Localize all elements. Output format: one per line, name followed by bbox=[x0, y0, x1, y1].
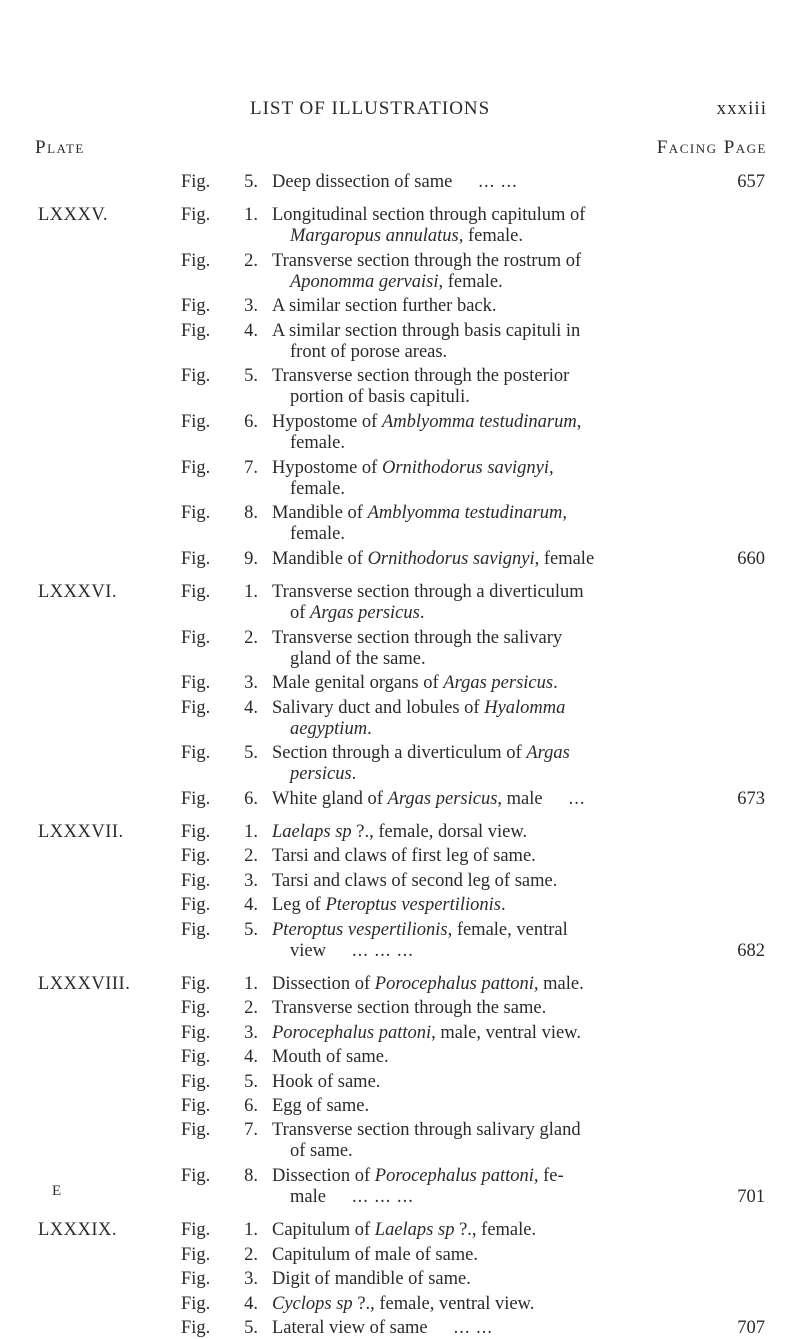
facing-page-number: 673 bbox=[737, 788, 765, 809]
figure-caption bbox=[272, 412, 667, 454]
fig-number: 1. bbox=[244, 974, 258, 994]
caption-line bbox=[272, 205, 667, 226]
fig-number: 2. bbox=[244, 1244, 258, 1265]
caption-line bbox=[272, 524, 667, 545]
caption-line bbox=[272, 1294, 667, 1315]
fig-number: 2. bbox=[244, 998, 258, 1019]
facing-page-number: 682 bbox=[737, 940, 765, 961]
figure-caption bbox=[272, 458, 667, 500]
figure-caption bbox=[272, 321, 667, 363]
caption-text: ?., female, dorsal view. bbox=[351, 822, 528, 842]
fig-number: 3. bbox=[244, 870, 258, 891]
fig-number: 3. bbox=[244, 673, 258, 694]
species-name: Aponomma gervaisi bbox=[290, 271, 439, 292]
caption-text: Section through a diverticulum of bbox=[272, 743, 527, 764]
figure-caption bbox=[272, 789, 667, 810]
fig-number: 1. bbox=[244, 1220, 258, 1241]
facing-page-number: 657 bbox=[737, 172, 765, 192]
caption-line bbox=[272, 387, 667, 408]
caption-line bbox=[272, 503, 667, 524]
fig-number: 4. bbox=[244, 1047, 258, 1068]
species-name: Argas persicus bbox=[443, 673, 554, 694]
figure-caption bbox=[272, 1294, 667, 1315]
fig-number: 3. bbox=[244, 1269, 258, 1290]
figure-caption bbox=[272, 1023, 667, 1044]
plate-number: LXXXIX. bbox=[38, 1220, 118, 1241]
fig-label: Fig. bbox=[181, 412, 211, 432]
facing-page-number: 707 bbox=[737, 1318, 765, 1338]
caption-text: Lateral view of same bbox=[272, 1318, 428, 1338]
caption-text: Transverse section through the posterior bbox=[272, 366, 570, 387]
caption-text: gland of the same. bbox=[290, 648, 426, 669]
figure-caption bbox=[272, 998, 667, 1019]
figure-caption bbox=[272, 920, 667, 962]
species-name: Ornithodorus savignyi bbox=[367, 548, 535, 569]
figure-caption bbox=[272, 673, 667, 694]
caption-text: female. bbox=[290, 478, 345, 499]
figure-caption bbox=[272, 1318, 667, 1339]
fig-number: 1. bbox=[244, 582, 258, 602]
fig-number: 7. bbox=[244, 457, 258, 478]
figure-caption bbox=[272, 846, 667, 867]
caption-text: , female. bbox=[458, 226, 523, 247]
fig-number: 7. bbox=[244, 1120, 258, 1141]
fig-label: Fig. bbox=[181, 205, 211, 226]
fig-label: Fig. bbox=[181, 250, 211, 271]
caption-text: Hypostome of bbox=[272, 412, 382, 432]
caption-line bbox=[272, 479, 667, 500]
fig-label: Fig. bbox=[181, 172, 211, 192]
caption-line bbox=[272, 1269, 667, 1290]
caption-text: of bbox=[290, 603, 311, 623]
figure-caption bbox=[272, 1072, 667, 1093]
species-name: persicus bbox=[290, 764, 352, 785]
figure-caption bbox=[272, 251, 667, 293]
caption-text: view bbox=[290, 940, 326, 961]
fig-label: Fig. bbox=[181, 1166, 211, 1186]
caption-text: . bbox=[553, 673, 558, 694]
species-name: Ornithodorus savignyi bbox=[381, 457, 549, 478]
fig-label: Fig. bbox=[181, 895, 211, 916]
caption-line bbox=[272, 172, 667, 193]
fig-number: 2. bbox=[244, 627, 258, 648]
caption-text: female. bbox=[290, 433, 345, 453]
species-name: Porocephalus pattoni bbox=[374, 1166, 534, 1186]
caption-line bbox=[272, 272, 667, 293]
figure-caption bbox=[272, 628, 667, 670]
caption-line bbox=[272, 549, 667, 570]
fig-number: 3. bbox=[244, 1022, 258, 1043]
fig-label: Fig. bbox=[181, 846, 211, 867]
fig-label: Fig. bbox=[181, 320, 211, 341]
species-name: aegyptium bbox=[290, 718, 368, 739]
fig-number: 2. bbox=[244, 846, 258, 867]
plate-number: LXXXVI. bbox=[38, 582, 118, 602]
caption-line bbox=[272, 673, 667, 694]
figure-caption bbox=[272, 582, 667, 624]
facing-page-number: 701 bbox=[737, 1187, 765, 1208]
plate-number: LXXXVIII. bbox=[38, 974, 131, 994]
fig-number: 4. bbox=[244, 320, 258, 341]
caption-line bbox=[272, 1096, 667, 1117]
figure-caption bbox=[272, 1220, 667, 1241]
figure-caption bbox=[272, 743, 667, 785]
caption-text: ?., female, ventral view. bbox=[352, 1293, 535, 1314]
species-name: Argas persicus bbox=[387, 788, 498, 809]
caption-line bbox=[272, 789, 667, 810]
species-name: Porocephalus pattoni bbox=[272, 1022, 432, 1043]
caption-text: Hypostome of bbox=[272, 457, 382, 478]
figure-caption bbox=[272, 1166, 667, 1208]
fig-number: 5. bbox=[244, 743, 258, 764]
caption-line bbox=[272, 1047, 667, 1068]
figure-caption bbox=[272, 296, 667, 317]
species-name: Pteroptus vespertilionis bbox=[325, 895, 501, 916]
fig-label: Fig. bbox=[181, 582, 211, 602]
leader-dots: ... ... ... bbox=[351, 1187, 414, 1207]
page-number: xxxiii bbox=[716, 98, 767, 119]
caption-text: Mandible of bbox=[272, 548, 368, 569]
figure-caption bbox=[272, 822, 667, 843]
fig-label: Fig. bbox=[181, 974, 211, 994]
signature-mark: E bbox=[52, 1183, 62, 1199]
caption-text: , female. bbox=[438, 271, 503, 292]
plate-number: LXXXV. bbox=[38, 205, 108, 226]
caption-line bbox=[272, 321, 667, 342]
species-name: Pteroptus vespertilionis bbox=[272, 919, 448, 940]
figure-caption bbox=[272, 503, 667, 545]
caption-text: Transverse section through a diverticulum bbox=[272, 582, 584, 602]
caption-text: A similar section further back. bbox=[272, 296, 497, 317]
caption-line bbox=[272, 974, 667, 995]
caption-line bbox=[272, 458, 667, 479]
fig-number: 4. bbox=[244, 1293, 258, 1314]
fig-label: Fig. bbox=[181, 1293, 211, 1314]
species-name: Laelaps sp bbox=[272, 822, 352, 842]
caption-text: Mouth of same. bbox=[272, 1047, 389, 1068]
caption-line bbox=[272, 871, 667, 892]
fig-label: Fig. bbox=[181, 1096, 211, 1116]
fig-label: Fig. bbox=[181, 366, 211, 387]
caption-text: of same. bbox=[290, 1141, 353, 1162]
leader-dots: ... ... bbox=[453, 1318, 494, 1338]
fig-label: Fig. bbox=[181, 457, 211, 478]
figure-caption bbox=[272, 895, 667, 916]
caption-line bbox=[272, 1220, 667, 1241]
fig-label: Fig. bbox=[181, 503, 211, 524]
caption-line bbox=[272, 1120, 667, 1141]
fig-number: 9. bbox=[244, 548, 258, 569]
fig-label: Fig. bbox=[181, 822, 211, 842]
species-name: Hyalomma bbox=[484, 697, 566, 718]
fig-label: Fig. bbox=[181, 627, 211, 648]
caption-line bbox=[272, 698, 667, 719]
caption-line bbox=[272, 1187, 667, 1208]
caption-text: Male genital organs of bbox=[272, 673, 444, 694]
caption-text: Transverse section through the same. bbox=[272, 998, 547, 1019]
caption-line bbox=[272, 1245, 667, 1266]
caption-line bbox=[272, 342, 667, 363]
caption-line bbox=[272, 895, 667, 916]
caption-text: Transverse section through the rostrum of bbox=[272, 250, 582, 271]
caption-line bbox=[272, 1072, 667, 1093]
caption-text: male bbox=[290, 1187, 326, 1207]
caption-text: , fe- bbox=[533, 1166, 564, 1186]
caption-text: Dissection of bbox=[272, 1166, 375, 1186]
fig-number: 1. bbox=[244, 822, 258, 842]
fig-label: Fig. bbox=[181, 919, 211, 940]
caption-text: Egg of same. bbox=[272, 1096, 370, 1116]
fig-label: Fig. bbox=[181, 673, 211, 694]
running-title: LIST OF ILLUSTRATIONS bbox=[250, 98, 491, 119]
caption-line bbox=[272, 1141, 667, 1162]
caption-line bbox=[272, 764, 667, 785]
caption-line bbox=[272, 743, 667, 764]
caption-text: Deep dissection of same bbox=[272, 172, 453, 192]
species-name: Amblyomma testudinarum bbox=[367, 503, 563, 524]
caption-text: . bbox=[367, 718, 372, 739]
caption-line bbox=[272, 649, 667, 670]
fig-label: Fig. bbox=[181, 697, 211, 718]
caption-text: . bbox=[419, 603, 425, 623]
fig-number: 6. bbox=[244, 1096, 258, 1116]
fig-number: 4. bbox=[244, 697, 258, 718]
species-name: Cyclops sp bbox=[272, 1293, 353, 1314]
species-name: Margaropus annulatus bbox=[290, 226, 459, 247]
caption-text: Capitulum of male of same. bbox=[272, 1244, 479, 1265]
caption-text: Mandible of bbox=[272, 503, 368, 524]
figure-caption bbox=[272, 366, 667, 408]
caption-text: Transverse section through salivary gland bbox=[272, 1120, 581, 1141]
fig-label: Fig. bbox=[181, 1318, 211, 1338]
caption-text: Transverse section through the salivary bbox=[272, 627, 563, 648]
fig-number: 5. bbox=[244, 1318, 258, 1338]
fig-number: 6. bbox=[244, 788, 258, 809]
caption-text: , male, ventral view. bbox=[431, 1022, 581, 1043]
facing-page-column-heading: Facing Page bbox=[656, 137, 767, 158]
fig-label: Fig. bbox=[181, 1120, 211, 1141]
fig-label: Fig. bbox=[181, 870, 211, 891]
fig-number: 5. bbox=[244, 172, 258, 192]
caption-text: A similar section through basis capituli in bbox=[272, 320, 581, 341]
fig-label: Fig. bbox=[181, 998, 211, 1019]
species-name: Argas persicus bbox=[310, 603, 420, 623]
caption-text: , bbox=[576, 412, 582, 432]
caption-line bbox=[272, 941, 667, 962]
caption-line bbox=[272, 226, 667, 247]
species-name: Amblyomma testudinarum bbox=[381, 412, 577, 432]
caption-text: Salivary duct and lobules of bbox=[272, 697, 485, 718]
fig-label: Fig. bbox=[181, 788, 211, 809]
caption-text: ?., female. bbox=[454, 1220, 537, 1241]
caption-line bbox=[272, 846, 667, 867]
fig-label: Fig. bbox=[181, 1071, 211, 1092]
caption-text: . bbox=[351, 764, 357, 785]
caption-text: . bbox=[501, 895, 506, 916]
fig-number: 4. bbox=[244, 895, 258, 916]
caption-text: , bbox=[548, 457, 554, 478]
caption-text: Capitulum of bbox=[272, 1220, 375, 1241]
fig-label: Fig. bbox=[181, 743, 211, 764]
caption-line bbox=[272, 1318, 667, 1339]
figure-caption bbox=[272, 1047, 667, 1068]
caption-line bbox=[272, 366, 667, 387]
caption-line bbox=[272, 628, 667, 649]
caption-text: , male bbox=[497, 788, 543, 809]
caption-text: Digit of mandible of same. bbox=[272, 1269, 471, 1290]
caption-text: , female bbox=[534, 548, 595, 569]
figure-caption bbox=[272, 1269, 667, 1290]
fig-label: Fig. bbox=[181, 1047, 211, 1068]
leader-dots: ... ... bbox=[478, 172, 518, 192]
fig-number: 5. bbox=[244, 366, 258, 387]
figure-caption bbox=[272, 1120, 667, 1162]
fig-label: Fig. bbox=[181, 1022, 211, 1043]
caption-text: female. bbox=[290, 524, 345, 545]
fig-number: 8. bbox=[244, 503, 258, 524]
caption-text: Dissection of bbox=[272, 974, 375, 994]
plate-column-heading: Plate bbox=[35, 137, 85, 158]
caption-line bbox=[272, 1023, 667, 1044]
fig-number: 2. bbox=[244, 250, 258, 271]
leader-dots: ... ... ... bbox=[351, 940, 414, 961]
figure-caption bbox=[272, 1096, 667, 1117]
caption-text: Tarsi and claws of first leg of same. bbox=[272, 846, 536, 867]
fig-number: 8. bbox=[244, 1166, 258, 1186]
fig-number: 5. bbox=[244, 919, 258, 940]
caption-text: , bbox=[562, 503, 567, 524]
caption-text: Leg of bbox=[272, 895, 326, 916]
fig-label: Fig. bbox=[181, 1244, 211, 1265]
figure-caption bbox=[272, 205, 667, 247]
caption-text: Tarsi and claws of second leg of same. bbox=[272, 870, 558, 891]
caption-line bbox=[272, 251, 667, 272]
caption-text: , male. bbox=[533, 974, 584, 994]
fig-number: 5. bbox=[244, 1071, 258, 1092]
caption-text: Longitudinal section through capitulum of bbox=[272, 205, 586, 226]
figure-caption bbox=[272, 871, 667, 892]
caption-line bbox=[272, 412, 667, 433]
caption-line bbox=[272, 296, 667, 317]
figure-caption bbox=[272, 974, 667, 995]
fig-number: 3. bbox=[244, 296, 258, 317]
figure-caption bbox=[272, 698, 667, 740]
caption-text: portion of basis capituli. bbox=[290, 387, 470, 408]
species-name: Argas bbox=[526, 743, 570, 764]
figure-caption bbox=[272, 1245, 667, 1266]
figure-caption bbox=[272, 549, 667, 570]
fig-label: Fig. bbox=[181, 1220, 211, 1241]
species-name: Porocephalus pattoni bbox=[374, 974, 534, 994]
caption-text: White gland of bbox=[272, 788, 388, 809]
figure-caption bbox=[272, 172, 667, 193]
caption-line bbox=[272, 719, 667, 740]
caption-text: , female, ventral bbox=[447, 919, 568, 940]
fig-label: Fig. bbox=[181, 1269, 211, 1290]
plate-number: LXXXVII. bbox=[38, 822, 124, 842]
leader-dots: ... bbox=[568, 788, 586, 809]
caption-text: front of porose areas. bbox=[290, 341, 448, 362]
caption-line bbox=[272, 603, 667, 624]
caption-line bbox=[272, 998, 667, 1019]
species-name: Laelaps sp bbox=[374, 1220, 455, 1241]
caption-line bbox=[272, 920, 667, 941]
fig-label: Fig. bbox=[181, 296, 211, 317]
caption-line bbox=[272, 582, 667, 603]
caption-text: Hook of same. bbox=[272, 1071, 381, 1092]
caption-line bbox=[272, 433, 667, 454]
caption-line bbox=[272, 822, 667, 843]
fig-label: Fig. bbox=[181, 548, 211, 569]
caption-line bbox=[272, 1166, 667, 1187]
fig-number: 1. bbox=[244, 205, 258, 226]
fig-number: 6. bbox=[244, 412, 258, 432]
facing-page-number: 660 bbox=[737, 548, 765, 569]
